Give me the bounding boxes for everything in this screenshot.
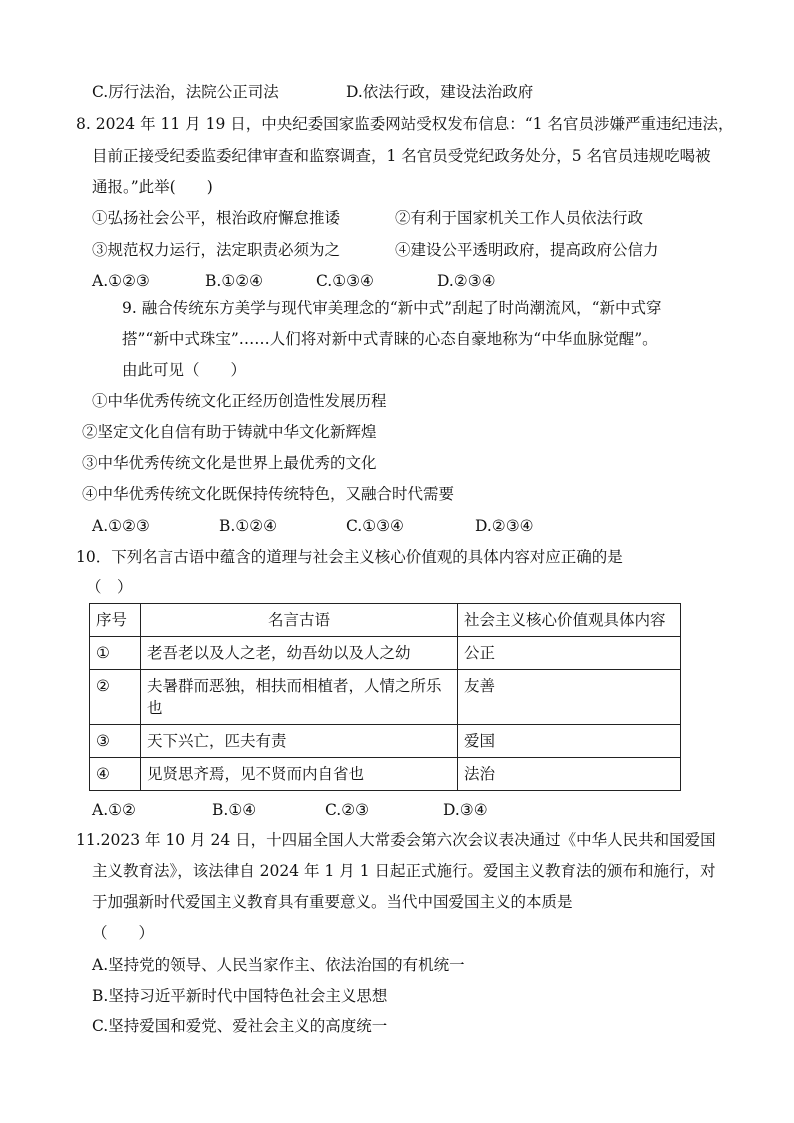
q10-option-a: A.①② <box>92 801 136 819</box>
q8-option-b: B.①②④ <box>205 272 264 290</box>
q11-option-c: C.坚持爱国和爱党、爱社会主义的高度统一 <box>92 1017 388 1035</box>
q10-stem-line2: （ ） <box>86 578 133 596</box>
row-value: 友善 <box>458 670 681 725</box>
q10-stem-line1: 10．下列名言古语中蕴含的道理与社会主义核心价值观的具体内容对应正确的是 <box>76 548 623 566</box>
row-number: ④ <box>90 758 141 791</box>
q11-stem-line3: 于加强新时代爱国主义教育具有重要意义。当代中国爱国主义的本质是 <box>92 893 573 911</box>
q9-option-c: C.①③④ <box>346 517 404 535</box>
q9-option-a: A.①②③ <box>92 517 150 535</box>
row-value: 公正 <box>458 637 681 670</box>
row-quote: 老吾老以及人之老，幼吾幼以及人之幼 <box>141 637 458 670</box>
q10-table <box>89 603 681 791</box>
q8-option-a: A.①②③ <box>92 272 150 290</box>
q9-stem-line1: 9. 融合传统东方美学与现代审美理念的“新中式”刮起了时尚潮流风，“新中式穿 <box>122 299 662 317</box>
q9-stem-line2: 搭”“新中式珠宝”……人们将对新中式青睐的心态自豪地称为“中华血脉觉醒”。 <box>122 330 658 348</box>
row-number: ② <box>90 670 141 725</box>
q11-stem-line2: 主义教育法》，该法律自 2024 年 1 月 1 日起正式施行。爱国主义教育法的颁布和施行，对 <box>92 862 716 880</box>
q7-option-c: C.厉行法治，法院公正司法 <box>92 83 279 101</box>
row-quote: 天下兴亡，匹夫有责 <box>141 725 458 758</box>
table-header-quote: 名言古语 <box>141 604 458 637</box>
q11-option-a: A.坚持党的领导、人民当家作主、依法治国的有机统一 <box>92 956 465 974</box>
row-number: ① <box>90 637 141 670</box>
q11-stem-line4: （ ） <box>92 924 155 942</box>
q8-option-c: C.①③④ <box>316 272 374 290</box>
q8-item-1: ①弘扬社会公平，根治政府懈怠推诿 <box>92 209 341 227</box>
q8-stem-line1: 8. 2024 年 11 月 19 日，中央纪委国家监委网站受权发布信息：“1 名官员涉嫌严重违纪违法， <box>76 115 734 133</box>
q9-item-1: ①中华优秀传统文化正经历创造性发展历程 <box>92 392 387 410</box>
q10-option-c: C.②③ <box>325 801 370 819</box>
q9-item-2: ②坚定文化自信有助于铸就中华文化新辉煌 <box>82 423 377 441</box>
row-value: 法治 <box>458 758 681 791</box>
table-row <box>90 637 681 670</box>
q8-item-3: ③规范权力运行，法定职责必须为之 <box>92 241 341 259</box>
table-header-no: 序号 <box>90 604 141 637</box>
q9-item-3: ③中华优秀传统文化是世界上最优秀的文化 <box>82 454 377 472</box>
q10-option-d: D.③④ <box>443 801 488 819</box>
q8-item-4: ④建设公平透明政府，提高政府公信力 <box>395 241 659 259</box>
table-header-value: 社会主义核心价值观具体内容 <box>458 604 681 637</box>
q9-item-4: ④中华优秀传统文化既保持传统特色，又融合时代需要 <box>82 485 455 503</box>
q8-stem-line2: 目前正接受纪委监委纪律审查和监察调查，1 名官员受党纪政务处分，5 名官员违规吃喝被 <box>92 147 711 165</box>
table-row <box>90 670 681 725</box>
table-row <box>90 725 681 758</box>
q8-stem-line3: 通报。”此举( ) <box>92 178 213 196</box>
q8-item-2: ②有利于国家机关工作人员依法行政 <box>395 209 644 227</box>
row-quote: 见贤思齐焉，见不贤而内自省也 <box>141 758 458 791</box>
row-number: ③ <box>90 725 141 758</box>
q9-option-d: D.②③④ <box>475 517 534 535</box>
q8-option-d: D.②③④ <box>437 272 496 290</box>
q9-stem-line3: 由此可见（ ） <box>122 361 247 379</box>
q9-option-b: B.①②④ <box>219 517 278 535</box>
q7-option-d: D.依法行政，建设法治政府 <box>346 83 534 101</box>
q10-option-b: B.①④ <box>212 801 257 819</box>
row-value: 爱国 <box>458 725 681 758</box>
table-header-row <box>90 604 681 637</box>
table-row <box>90 758 681 791</box>
q11-option-b: B.坚持习近平新时代中国特色社会主义思想 <box>92 987 388 1005</box>
q11-stem-line1: 11.2023 年 10 月 24 日，十四届全国人大常委会第六次会议表决通过《中华人民共和国爱国 <box>76 831 716 849</box>
row-quote: 夫暑群而恶独，相扶而相植者，人情之所乐也 <box>141 670 458 725</box>
